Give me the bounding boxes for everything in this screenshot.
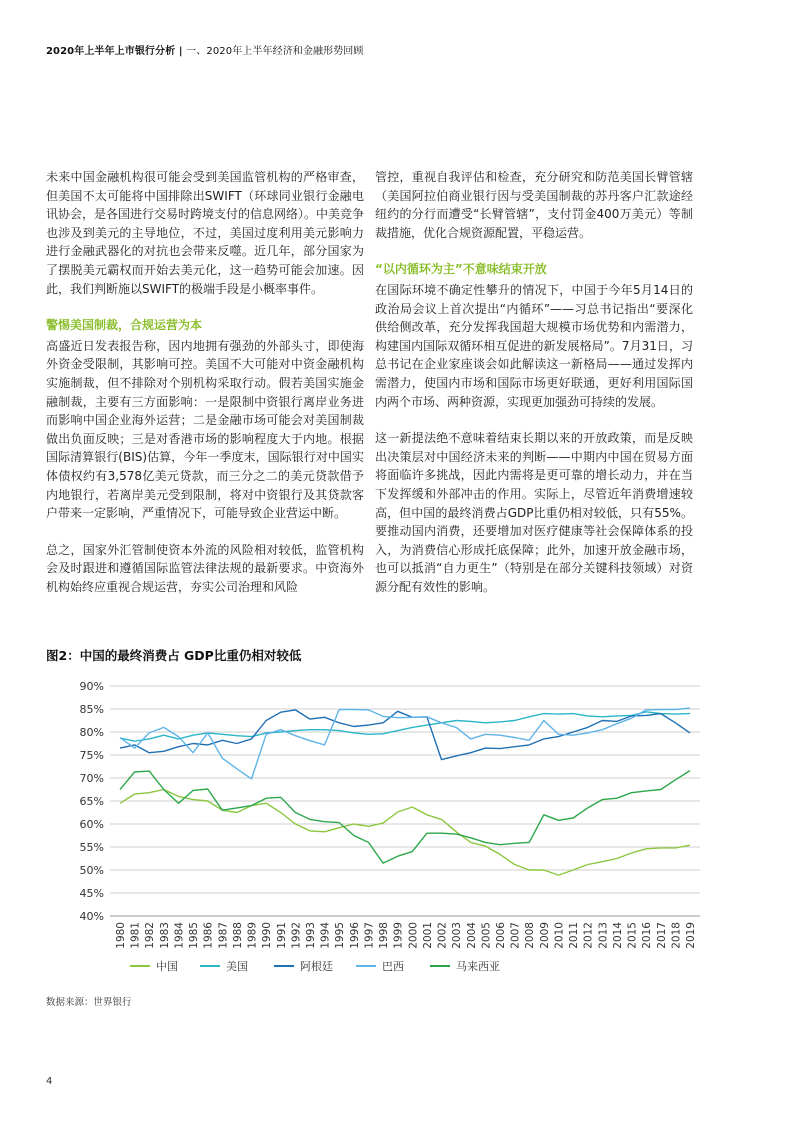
- y-tick-label: 85%: [79, 703, 104, 716]
- right-paragraph-3: 这一新提法绝不意味着结束长期以来的开放政策，而是反映出决策层对中国经济未来的判断——中期内中国在贸易方面将面临许多挑战，因此内需将是更可靠的增长动力，并在当下发挥缓和外部冲击的作用。实际上，尽管近年消费增速较高，但中国的最终消费占GDP比重仍相对较低，只有55%。要推动国内消费，还要增加对医疗健康等社会保障体系的投入，为消费信心形成托底保障；此外，加速开放金融市场，也可以抵消“自力更生”（特别是在部分关键科技领域）对资源分配有效性的影响。: [375, 431, 693, 594]
- legend-label: 中国: [156, 960, 178, 973]
- x-tick-label: 2017: [655, 922, 668, 949]
- x-tick-label: 1998: [378, 922, 391, 949]
- y-tick-label: 75%: [79, 749, 104, 762]
- x-tick-label: 2007: [509, 922, 522, 949]
- page-number: 4: [46, 1076, 53, 1087]
- header-separator: |: [175, 46, 187, 57]
- report-title: 2020年上半年上市银行分析: [46, 46, 176, 57]
- x-tick-label: 2010: [553, 922, 566, 949]
- x-tick-label: 1985: [188, 922, 201, 949]
- page-header: [46, 42, 364, 57]
- right-heading-1: “以内循环为主”不意味结束开放: [375, 262, 547, 277]
- x-tick-label: 1987: [217, 922, 230, 949]
- x-tick-label: 2014: [611, 922, 624, 949]
- left-paragraph-1: 未来中国金融机构很可能会受到美国监管机构的严格审查，但美国不太可能将中国排除出SWIFT（环球同业银行金融电讯协会，是各国进行交易时跨境支付的信息网络）。中美竞争也涉及到美元的主导地位，不过，美国过度利用美元影响力进行金融武器化的对抗也会带来反噬。近几年，部分国家为了摆脱美元霸权而开始去美元化，这一趋势可能会加速。因此，我们判断施以SWIFT的极端手段是小概率事件。: [46, 170, 365, 296]
- left-paragraph-3: 总之，国家外汇管制使资本外流的风险相对较低，监管机构会及时跟进和遵循国际监管法律法规的最新要求。中资海外机构始终应重视合规运营，夯实公司治理和风险: [46, 542, 364, 594]
- x-tick-label: 1986: [202, 922, 215, 949]
- x-tick-label: 2012: [582, 922, 595, 949]
- x-tick-label: 1996: [348, 922, 361, 949]
- section-title: 一、2020年上半年经济和金融形势回顾: [186, 46, 364, 57]
- x-tick-label: 2011: [568, 922, 581, 949]
- y-tick-label: 40%: [79, 910, 104, 923]
- x-tick-label: 1989: [246, 922, 259, 949]
- x-tick-label: 1982: [144, 922, 157, 949]
- x-tick-label: 2002: [436, 922, 449, 949]
- x-tick-label: 2016: [641, 922, 654, 949]
- x-tick-label: 2008: [524, 922, 537, 949]
- x-tick-label: 1983: [158, 922, 171, 949]
- legend-label: 巴西: [382, 960, 404, 973]
- right-paragraph-2: 在国际环境不确定性攀升的情况下，中国于今年5月14日的政治局会议上首次提出“内循环”——习总书记指出“要深化供给侧改革，充分发挥我国超大规模市场优势和内需潜力，构建国内国际双循环相互促进的新发展格局”。7月31日，习总书记在企业家座谈会如此解读这一新格局——通过发挥内需潜力，使国内市场和国际市场更好联通，更好利用国际国内两个市场、两种资源，实现更加强劲可持续的发展。: [375, 282, 693, 409]
- x-tick-label: 2013: [597, 922, 610, 949]
- left-column: [46, 168, 364, 596]
- x-tick-label: 2019: [685, 922, 697, 949]
- x-tick-label: 1981: [129, 922, 142, 949]
- x-tick-label: 2015: [626, 922, 639, 949]
- series-line: [120, 790, 690, 876]
- x-tick-label: 2001: [421, 922, 434, 949]
- x-tick-label: 2009: [538, 922, 551, 949]
- x-tick-label: 2006: [495, 922, 507, 949]
- y-tick-label: 65%: [79, 795, 104, 808]
- x-tick-label: 2004: [465, 922, 478, 949]
- y-tick-label: 55%: [79, 841, 104, 854]
- x-tick-label: 1997: [363, 922, 376, 949]
- y-tick-label: 80%: [79, 726, 104, 739]
- y-tick-label: 90%: [79, 680, 104, 693]
- right-column: [375, 168, 693, 596]
- y-tick-label: 60%: [79, 818, 104, 831]
- left-heading-1: 警惕美国制裁，合规运营为本: [46, 318, 203, 333]
- x-tick-label: 1993: [305, 922, 317, 949]
- x-tick-label: 1992: [290, 922, 303, 949]
- x-tick-label: 1984: [173, 922, 186, 949]
- x-tick-label: 1994: [319, 922, 332, 949]
- x-tick-label: 1988: [231, 922, 244, 949]
- figure-title: 图2：中国的最终消费占 GDP比重仍相对较低: [46, 648, 302, 663]
- legend-label: 美国: [226, 960, 248, 973]
- series-line: [120, 771, 690, 864]
- legend-label: 马来西亚: [456, 960, 500, 973]
- x-tick-label: 1995: [334, 922, 347, 949]
- x-tick-label: 1980: [115, 922, 127, 949]
- data-source: 数据来源：世界银行: [46, 997, 132, 1008]
- x-tick-label: 1990: [261, 922, 274, 949]
- x-tick-label: 2018: [670, 922, 683, 949]
- x-tick-label: 2003: [451, 922, 464, 949]
- y-tick-label: 50%: [79, 864, 104, 877]
- x-tick-label: 1991: [275, 922, 288, 949]
- right-paragraph-1: 管控，重视自我评估和检查，充分研究和防范美国长臂管辖（美国阿拉伯商业银行因与受美国制裁的苏丹客户汇款途经纽约的分行而遭受“长臂管辖”，支付罚金400万美元）等制裁措施，优化合规资源配置，平稳运营。: [375, 170, 693, 240]
- y-tick-label: 70%: [79, 772, 104, 785]
- y-tick-label: 45%: [79, 887, 104, 900]
- legend-label: 阿根廷: [300, 960, 333, 973]
- consumption-gdp-line-chart: [60, 676, 720, 981]
- x-tick-label: 1999: [392, 922, 405, 949]
- x-tick-label: 2005: [480, 922, 493, 949]
- series-line: [120, 708, 690, 779]
- x-tick-label: 2000: [407, 922, 420, 949]
- left-paragraph-2: 高盛近日发表报告称，因内地拥有强劲的外部头寸，即使海外资金受限制，其影响可控。美国不大可能对中资金融机构实施制裁，但不排除对个别机构采取行动。假若美国实施金融制裁，主要有三方面影响：一是限制中资银行离岸业务进而影响中国企业海外运营；二是金融市场可能会对美国制裁做出负面反映；三是对香港市场的影响程度大于内地。根据国际清算银行(BIS)估算，今年一季度末，国际银行对中国实体债权约有3,578亿美元贷款，而三分之二的美元贷款借予内地银行，若离岸美元受到限制，将对中资银行及其贷款客户带来一定影响，严重情况下，可能导致企业营运中断。: [46, 338, 364, 521]
